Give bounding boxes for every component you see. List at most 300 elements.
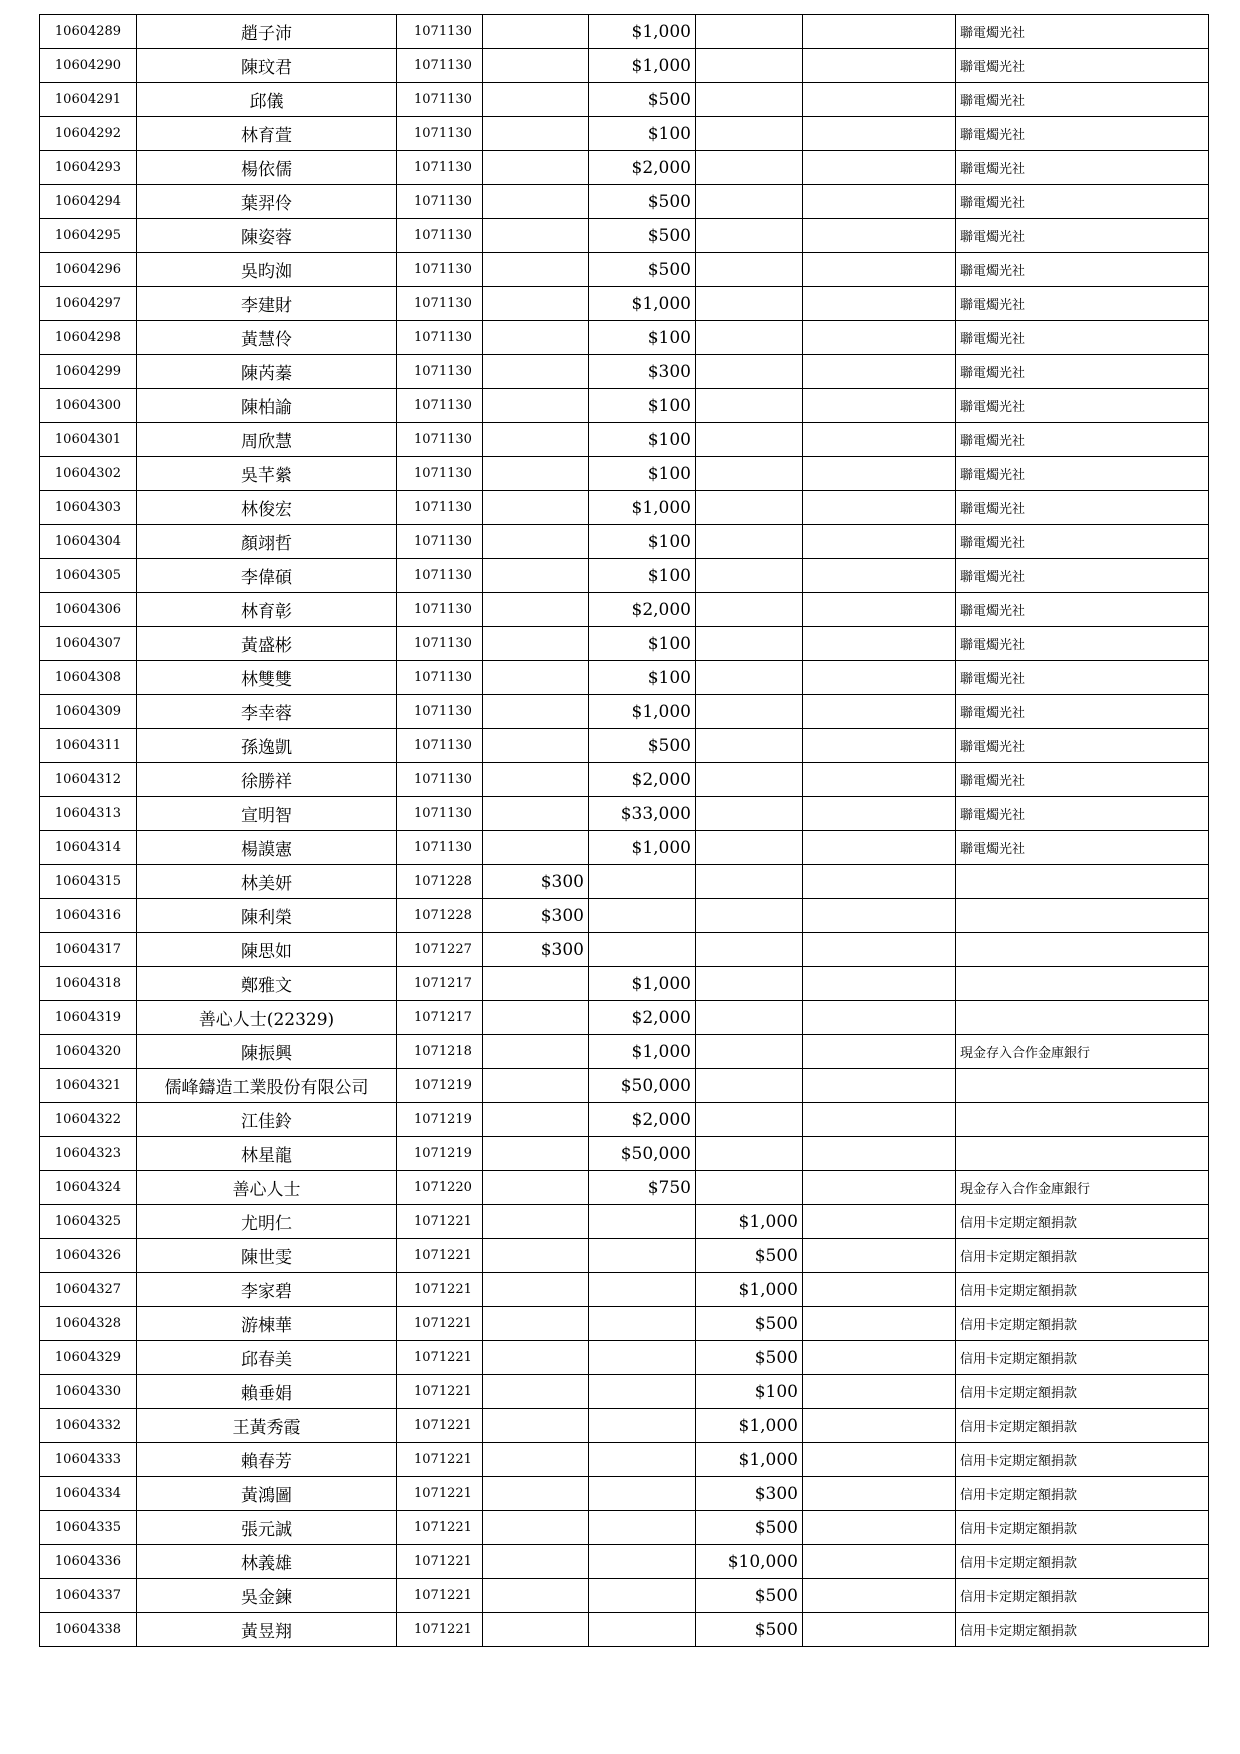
blank-cell — [803, 1205, 956, 1239]
amount-column-1-cell: $300 — [483, 933, 589, 967]
amount-column-2-cell: $1,000 — [589, 1035, 696, 1069]
amount-column-1-cell — [483, 797, 589, 831]
donor-name-cell: 張元誠 — [137, 1511, 397, 1545]
amount-column-1-cell — [483, 593, 589, 627]
blank-cell — [803, 253, 956, 287]
donor-name-cell: 賴春芳 — [137, 1443, 397, 1477]
table-row — [40, 1001, 1209, 1035]
donation-date-cell: 1071130 — [397, 423, 483, 457]
note-cell: 信用卡定期定額捐款 — [956, 1239, 1209, 1273]
amount-column-3-cell — [696, 49, 803, 83]
note-cell: 聯電燭光社 — [956, 695, 1209, 729]
amount-column-3-cell — [696, 151, 803, 185]
blank-cell — [803, 389, 956, 423]
donation-date-cell: 1071221 — [397, 1613, 483, 1647]
donation-id-cell: 10604329 — [40, 1341, 137, 1375]
donation-date-cell: 1071221 — [397, 1409, 483, 1443]
donation-date-cell: 1071221 — [397, 1545, 483, 1579]
donor-name-cell: 林育萱 — [137, 117, 397, 151]
note-cell — [956, 1137, 1209, 1171]
donation-date-cell: 1071130 — [397, 389, 483, 423]
amount-column-3-cell — [696, 457, 803, 491]
donation-id-cell: 10604324 — [40, 1171, 137, 1205]
donation-date-cell: 1071228 — [397, 865, 483, 899]
table-row — [40, 1239, 1209, 1273]
note-cell: 聯電燭光社 — [956, 355, 1209, 389]
amount-column-2-cell: $50,000 — [589, 1069, 696, 1103]
donation-id-cell: 10604289 — [40, 15, 137, 49]
table-row — [40, 967, 1209, 1001]
amount-column-2-cell: $2,000 — [589, 1103, 696, 1137]
note-cell: 聯電燭光社 — [956, 423, 1209, 457]
donor-name-cell: 鄭雅文 — [137, 967, 397, 1001]
donation-id-cell: 10604307 — [40, 627, 137, 661]
blank-cell — [803, 1579, 956, 1613]
donation-date-cell: 1071219 — [397, 1137, 483, 1171]
blank-cell — [803, 797, 956, 831]
amount-column-2-cell — [589, 1307, 696, 1341]
amount-column-2-cell: $1,000 — [589, 15, 696, 49]
table-row — [40, 287, 1209, 321]
note-cell — [956, 933, 1209, 967]
blank-cell — [803, 457, 956, 491]
amount-column-2-cell — [589, 1409, 696, 1443]
amount-column-2-cell: $500 — [589, 219, 696, 253]
amount-column-2-cell — [589, 1205, 696, 1239]
donation-id-cell: 10604322 — [40, 1103, 137, 1137]
blank-cell — [803, 763, 956, 797]
table-row — [40, 1341, 1209, 1375]
note-cell: 現金存入合作金庫銀行 — [956, 1035, 1209, 1069]
amount-column-1-cell — [483, 1239, 589, 1273]
blank-cell — [803, 1341, 956, 1375]
note-cell: 信用卡定期定額捐款 — [956, 1409, 1209, 1443]
amount-column-1-cell — [483, 1171, 589, 1205]
table-row — [40, 1545, 1209, 1579]
note-cell: 聯電燭光社 — [956, 219, 1209, 253]
blank-cell — [803, 151, 956, 185]
donation-date-cell: 1071220 — [397, 1171, 483, 1205]
donor-name-cell: 陳芮蓁 — [137, 355, 397, 389]
donation-id-cell: 10604290 — [40, 49, 137, 83]
donation-date-cell: 1071130 — [397, 151, 483, 185]
donation-date-cell: 1071130 — [397, 559, 483, 593]
amount-column-2-cell: $100 — [589, 457, 696, 491]
note-cell: 聯電燭光社 — [956, 185, 1209, 219]
blank-cell — [803, 1477, 956, 1511]
amount-column-2-cell: $750 — [589, 1171, 696, 1205]
donor-name-cell: 賴垂娟 — [137, 1375, 397, 1409]
donation-id-cell: 10604323 — [40, 1137, 137, 1171]
donor-name-cell: 林雙雙 — [137, 661, 397, 695]
amount-column-2-cell — [589, 1511, 696, 1545]
note-cell — [956, 1103, 1209, 1137]
donor-name-cell: 陳利榮 — [137, 899, 397, 933]
donation-date-cell: 1071130 — [397, 661, 483, 695]
donation-date-cell: 1071130 — [397, 525, 483, 559]
amount-column-3-cell — [696, 1069, 803, 1103]
note-cell — [956, 865, 1209, 899]
amount-column-2-cell: $50,000 — [589, 1137, 696, 1171]
amount-column-3-cell — [696, 185, 803, 219]
amount-column-1-cell — [483, 83, 589, 117]
donation-id-cell: 10604293 — [40, 151, 137, 185]
blank-cell — [803, 865, 956, 899]
amount-column-1-cell — [483, 287, 589, 321]
blank-cell — [803, 423, 956, 457]
amount-column-2-cell: $500 — [589, 253, 696, 287]
amount-column-1-cell — [483, 117, 589, 151]
table-row — [40, 1477, 1209, 1511]
note-cell: 聯電燭光社 — [956, 627, 1209, 661]
amount-column-3-cell — [696, 321, 803, 355]
donation-id-cell: 10604327 — [40, 1273, 137, 1307]
table-row — [40, 219, 1209, 253]
donation-id-cell: 10604336 — [40, 1545, 137, 1579]
blank-cell — [803, 117, 956, 151]
donation-id-cell: 10604334 — [40, 1477, 137, 1511]
donation-date-cell: 1071130 — [397, 287, 483, 321]
amount-column-1-cell — [483, 1035, 589, 1069]
amount-column-3-cell — [696, 1103, 803, 1137]
amount-column-1-cell — [483, 695, 589, 729]
donor-name-cell: 林美妍 — [137, 865, 397, 899]
table-row — [40, 355, 1209, 389]
amount-column-3-cell: $1,000 — [696, 1273, 803, 1307]
amount-column-3-cell: $1,000 — [696, 1409, 803, 1443]
amount-column-2-cell — [589, 1239, 696, 1273]
donation-date-cell: 1071221 — [397, 1205, 483, 1239]
amount-column-2-cell: $300 — [589, 355, 696, 389]
note-cell: 聯電燭光社 — [956, 491, 1209, 525]
note-cell: 聯電燭光社 — [956, 763, 1209, 797]
amount-column-3-cell: $1,000 — [696, 1205, 803, 1239]
amount-column-3-cell: $500 — [696, 1341, 803, 1375]
donation-date-cell: 1071221 — [397, 1307, 483, 1341]
blank-cell — [803, 729, 956, 763]
amount-column-2-cell: $100 — [589, 321, 696, 355]
amount-column-3-cell — [696, 1001, 803, 1035]
donor-name-cell: 陳玟君 — [137, 49, 397, 83]
donation-date-cell: 1071221 — [397, 1341, 483, 1375]
amount-column-3-cell — [696, 695, 803, 729]
note-cell: 聯電燭光社 — [956, 729, 1209, 763]
amount-column-2-cell — [589, 933, 696, 967]
donation-date-cell: 1071217 — [397, 1001, 483, 1035]
amount-column-1-cell — [483, 1579, 589, 1613]
amount-column-2-cell — [589, 1545, 696, 1579]
amount-column-2-cell: $100 — [589, 117, 696, 151]
donation-id-cell: 10604333 — [40, 1443, 137, 1477]
table-row — [40, 491, 1209, 525]
note-cell: 聯電燭光社 — [956, 83, 1209, 117]
donor-name-cell: 黃盛彬 — [137, 627, 397, 661]
table-row — [40, 1171, 1209, 1205]
note-cell: 聯電燭光社 — [956, 525, 1209, 559]
table-row — [40, 559, 1209, 593]
table-row — [40, 661, 1209, 695]
donation-date-cell: 1071221 — [397, 1239, 483, 1273]
blank-cell — [803, 1375, 956, 1409]
note-cell — [956, 967, 1209, 1001]
amount-column-3-cell: $500 — [696, 1613, 803, 1647]
amount-column-1-cell — [483, 457, 589, 491]
table-row — [40, 525, 1209, 559]
note-cell: 聯電燭光社 — [956, 287, 1209, 321]
donor-name-cell: 李幸蓉 — [137, 695, 397, 729]
amount-column-1-cell — [483, 1001, 589, 1035]
table-row — [40, 729, 1209, 763]
donation-date-cell: 1071130 — [397, 253, 483, 287]
note-cell: 信用卡定期定額捐款 — [956, 1579, 1209, 1613]
donation-date-cell: 1071219 — [397, 1069, 483, 1103]
table-body — [40, 15, 1209, 1647]
donation-id-cell: 10604304 — [40, 525, 137, 559]
amount-column-3-cell — [696, 831, 803, 865]
amount-column-2-cell: $500 — [589, 185, 696, 219]
blank-cell — [803, 185, 956, 219]
donation-date-cell: 1071221 — [397, 1579, 483, 1613]
donor-name-cell: 林星龍 — [137, 1137, 397, 1171]
table-row — [40, 1103, 1209, 1137]
amount-column-2-cell: $1,000 — [589, 49, 696, 83]
note-cell: 信用卡定期定額捐款 — [956, 1375, 1209, 1409]
amount-column-1-cell — [483, 1443, 589, 1477]
donor-name-cell: 林義雄 — [137, 1545, 397, 1579]
donation-id-cell: 10604303 — [40, 491, 137, 525]
blank-cell — [803, 933, 956, 967]
donation-id-cell: 10604301 — [40, 423, 137, 457]
note-cell: 聯電燭光社 — [956, 593, 1209, 627]
amount-column-1-cell — [483, 1273, 589, 1307]
amount-column-3-cell — [696, 117, 803, 151]
donation-date-cell: 1071130 — [397, 185, 483, 219]
amount-column-2-cell: $100 — [589, 423, 696, 457]
donor-name-cell: 宣明智 — [137, 797, 397, 831]
table-row — [40, 1035, 1209, 1069]
amount-column-2-cell: $500 — [589, 729, 696, 763]
blank-cell — [803, 1035, 956, 1069]
amount-column-3-cell — [696, 1137, 803, 1171]
donation-id-cell: 10604294 — [40, 185, 137, 219]
amount-column-3-cell — [696, 933, 803, 967]
amount-column-3-cell: $1,000 — [696, 1443, 803, 1477]
donation-id-cell: 10604320 — [40, 1035, 137, 1069]
amount-column-1-cell — [483, 831, 589, 865]
note-cell: 信用卡定期定額捐款 — [956, 1307, 1209, 1341]
table-row — [40, 389, 1209, 423]
donation-id-cell: 10604305 — [40, 559, 137, 593]
table-row — [40, 185, 1209, 219]
donation-date-cell: 1071218 — [397, 1035, 483, 1069]
table-row — [40, 695, 1209, 729]
table-row — [40, 1137, 1209, 1171]
donor-name-cell: 李建財 — [137, 287, 397, 321]
amount-column-3-cell: $10,000 — [696, 1545, 803, 1579]
table-row — [40, 321, 1209, 355]
table-row — [40, 83, 1209, 117]
amount-column-2-cell: $33,000 — [589, 797, 696, 831]
donation-id-cell: 10604330 — [40, 1375, 137, 1409]
donor-name-cell: 尤明仁 — [137, 1205, 397, 1239]
amount-column-3-cell — [696, 83, 803, 117]
note-cell: 聯電燭光社 — [956, 831, 1209, 865]
table-row — [40, 1273, 1209, 1307]
amount-column-1-cell — [483, 491, 589, 525]
note-cell: 現金存入合作金庫銀行 — [956, 1171, 1209, 1205]
blank-cell — [803, 1443, 956, 1477]
note-cell: 聯電燭光社 — [956, 457, 1209, 491]
donation-date-cell: 1071130 — [397, 49, 483, 83]
amount-column-3-cell — [696, 1171, 803, 1205]
note-cell: 信用卡定期定額捐款 — [956, 1443, 1209, 1477]
blank-cell — [803, 1137, 956, 1171]
blank-cell — [803, 49, 956, 83]
table-row — [40, 1579, 1209, 1613]
note-cell: 聯電燭光社 — [956, 253, 1209, 287]
donor-name-cell: 楊依儒 — [137, 151, 397, 185]
donation-id-cell: 10604308 — [40, 661, 137, 695]
donation-id-cell: 10604299 — [40, 355, 137, 389]
donor-name-cell: 陳振興 — [137, 1035, 397, 1069]
donation-id-cell: 10604314 — [40, 831, 137, 865]
donation-date-cell: 1071130 — [397, 627, 483, 661]
table-row — [40, 457, 1209, 491]
donor-name-cell: 黃慧伶 — [137, 321, 397, 355]
amount-column-3-cell — [696, 219, 803, 253]
amount-column-2-cell: $100 — [589, 627, 696, 661]
donation-id-cell: 10604296 — [40, 253, 137, 287]
table-row — [40, 1069, 1209, 1103]
amount-column-2-cell: $100 — [589, 559, 696, 593]
amount-column-1-cell — [483, 1137, 589, 1171]
blank-cell — [803, 1307, 956, 1341]
amount-column-2-cell — [589, 1375, 696, 1409]
amount-column-1-cell — [483, 423, 589, 457]
table-row — [40, 1409, 1209, 1443]
amount-column-1-cell — [483, 1545, 589, 1579]
table-row — [40, 1375, 1209, 1409]
amount-column-3-cell — [696, 763, 803, 797]
table-row — [40, 15, 1209, 49]
donation-id-cell: 10604315 — [40, 865, 137, 899]
amount-column-1-cell — [483, 49, 589, 83]
amount-column-1-cell — [483, 1613, 589, 1647]
table-row — [40, 797, 1209, 831]
donation-id-cell: 10604292 — [40, 117, 137, 151]
amount-column-3-cell — [696, 525, 803, 559]
amount-column-2-cell: $100 — [589, 525, 696, 559]
amount-column-1-cell: $300 — [483, 899, 589, 933]
amount-column-1-cell — [483, 559, 589, 593]
donation-date-cell: 1071130 — [397, 729, 483, 763]
donor-name-cell: 陳姿蓉 — [137, 219, 397, 253]
donation-date-cell: 1071217 — [397, 967, 483, 1001]
note-cell: 聯電燭光社 — [956, 15, 1209, 49]
amount-column-3-cell — [696, 967, 803, 1001]
blank-cell — [803, 1613, 956, 1647]
amount-column-2-cell: $1,000 — [589, 287, 696, 321]
note-cell: 聯電燭光社 — [956, 661, 1209, 695]
blank-cell — [803, 695, 956, 729]
amount-column-2-cell — [589, 1579, 696, 1613]
donor-name-cell: 陳世雯 — [137, 1239, 397, 1273]
donation-date-cell: 1071130 — [397, 83, 483, 117]
note-cell: 信用卡定期定額捐款 — [956, 1477, 1209, 1511]
blank-cell — [803, 1409, 956, 1443]
blank-cell — [803, 1103, 956, 1137]
blank-cell — [803, 321, 956, 355]
donation-id-cell: 10604312 — [40, 763, 137, 797]
donation-date-cell: 1071130 — [397, 457, 483, 491]
amount-column-3-cell — [696, 661, 803, 695]
note-cell: 信用卡定期定額捐款 — [956, 1511, 1209, 1545]
amount-column-3-cell — [696, 355, 803, 389]
amount-column-1-cell: $300 — [483, 865, 589, 899]
amount-column-3-cell — [696, 627, 803, 661]
donor-name-cell: 周欣慧 — [137, 423, 397, 457]
donation-date-cell: 1071228 — [397, 899, 483, 933]
donation-id-cell: 10604317 — [40, 933, 137, 967]
donor-name-cell: 善心人士(22329) — [137, 1001, 397, 1035]
amount-column-2-cell: $1,000 — [589, 695, 696, 729]
table-row — [40, 151, 1209, 185]
amount-column-2-cell: $500 — [589, 83, 696, 117]
blank-cell — [803, 1273, 956, 1307]
amount-column-2-cell — [589, 899, 696, 933]
amount-column-1-cell — [483, 627, 589, 661]
amount-column-3-cell — [696, 287, 803, 321]
amount-column-3-cell: $500 — [696, 1579, 803, 1613]
amount-column-2-cell — [589, 1443, 696, 1477]
table-row — [40, 49, 1209, 83]
blank-cell — [803, 1545, 956, 1579]
amount-column-2-cell: $2,000 — [589, 763, 696, 797]
donation-date-cell: 1071130 — [397, 491, 483, 525]
donation-id-cell: 10604321 — [40, 1069, 137, 1103]
amount-column-2-cell: $1,000 — [589, 967, 696, 1001]
donor-name-cell: 陳思如 — [137, 933, 397, 967]
amount-column-1-cell — [483, 1205, 589, 1239]
donation-date-cell: 1071221 — [397, 1477, 483, 1511]
blank-cell — [803, 627, 956, 661]
donor-name-cell: 林育彰 — [137, 593, 397, 627]
amount-column-2-cell — [589, 1341, 696, 1375]
blank-cell — [803, 831, 956, 865]
donor-name-cell: 趙子沛 — [137, 15, 397, 49]
donation-id-cell: 10604316 — [40, 899, 137, 933]
amount-column-3-cell — [696, 389, 803, 423]
donation-date-cell: 1071221 — [397, 1375, 483, 1409]
donor-name-cell: 林俊宏 — [137, 491, 397, 525]
table-row — [40, 423, 1209, 457]
note-cell: 信用卡定期定額捐款 — [956, 1341, 1209, 1375]
amount-column-3-cell: $300 — [696, 1477, 803, 1511]
amount-column-1-cell — [483, 185, 589, 219]
donor-name-cell: 徐勝祥 — [137, 763, 397, 797]
amount-column-3-cell — [696, 865, 803, 899]
amount-column-1-cell — [483, 967, 589, 1001]
amount-column-1-cell — [483, 1375, 589, 1409]
amount-column-2-cell: $2,000 — [589, 151, 696, 185]
amount-column-1-cell — [483, 1341, 589, 1375]
donor-name-cell: 儒峰鑄造工業股份有限公司 — [137, 1069, 397, 1103]
note-cell — [956, 1069, 1209, 1103]
amount-column-1-cell — [483, 1477, 589, 1511]
blank-cell — [803, 1239, 956, 1273]
donation-id-cell: 10604335 — [40, 1511, 137, 1545]
donor-name-cell: 黃鴻圖 — [137, 1477, 397, 1511]
